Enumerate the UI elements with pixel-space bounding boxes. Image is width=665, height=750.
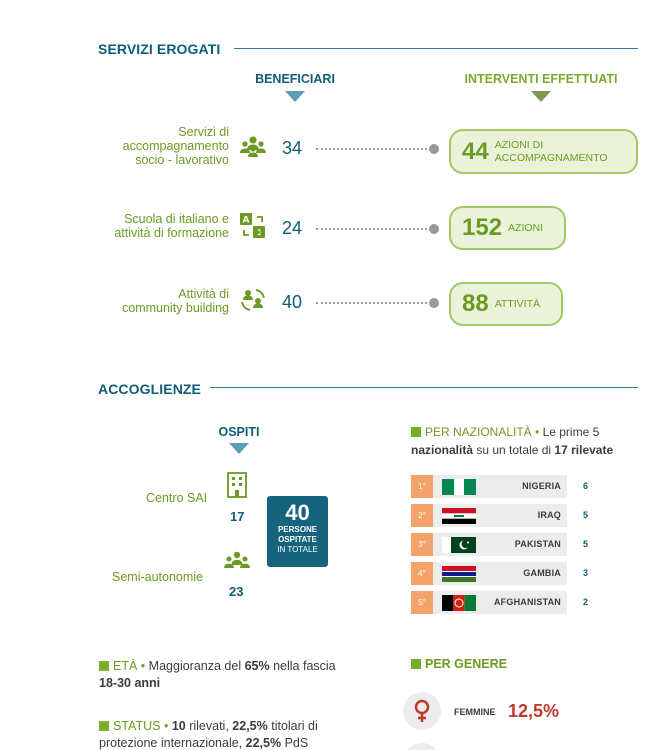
country-name: IRAQ xyxy=(537,510,561,520)
nationality-row xyxy=(411,533,567,556)
building-icon xyxy=(226,472,248,498)
rank-badge: 5° xyxy=(411,591,433,614)
triangle-down-icon xyxy=(531,91,551,102)
country-count: 6 xyxy=(583,481,589,491)
interventi-pill xyxy=(449,206,566,250)
service-label: Attività di community building xyxy=(122,287,229,315)
total-guests-text: PERSONE xyxy=(277,525,318,534)
nigeria-flag-icon xyxy=(442,479,476,495)
interventi-value: 88 xyxy=(462,290,489,317)
country-name: PAKISTAN xyxy=(514,539,561,549)
interventi-text: AZIONI DI ACCOMPAGNAMENTO xyxy=(494,138,608,164)
bullet-square-icon xyxy=(411,427,421,437)
centro-sai-value: 17 xyxy=(230,509,245,524)
triangle-down-icon xyxy=(285,91,305,102)
rank-badge: 1° xyxy=(411,475,433,498)
beneficiari-value: 40 xyxy=(282,292,303,312)
interventi-value: 44 xyxy=(462,137,489,165)
beneficiari-value: 24 xyxy=(282,218,303,238)
interventi-text: AZIONI xyxy=(508,221,544,234)
community-exchange-icon xyxy=(240,287,266,313)
country-count: 5 xyxy=(583,539,589,549)
people-group-icon xyxy=(240,133,266,159)
col-head-interventi: INTERVENTI EFFETTUATI xyxy=(464,72,618,86)
country-count: 5 xyxy=(583,510,589,520)
bullet-square-icon xyxy=(99,721,109,731)
nationality-row xyxy=(411,591,567,614)
section-title-servizi: SERVIZI EROGATI xyxy=(98,41,221,57)
interventi-value: 152 xyxy=(462,214,503,241)
gender-heading: PER GENERE xyxy=(411,657,507,671)
semi-autonomie-label: Semi-autonomie xyxy=(112,570,204,584)
female-icon xyxy=(403,692,441,730)
col-head-beneficiari: BENEFICIARI xyxy=(255,72,335,86)
svg-text:A: A xyxy=(242,215,250,226)
nationality-row xyxy=(411,475,567,498)
people-group-icon xyxy=(224,550,250,574)
interventi-text: ATTIVITÀ xyxy=(494,297,541,310)
total-guests-box xyxy=(267,496,328,567)
dotted-connector xyxy=(316,148,431,150)
section-divider xyxy=(210,387,638,388)
svg-text:ℷ: ℷ xyxy=(257,228,261,237)
age-info: ETÀ • Maggioranza del 65% nella fascia 18-30 anni xyxy=(99,659,336,690)
country-name: GAMBIA xyxy=(523,568,561,578)
total-guests-value: 40 xyxy=(285,500,310,525)
bullet-square-icon xyxy=(99,661,109,671)
interventi-pill xyxy=(449,282,563,326)
status-info: STATUS • 10 rilevati, 22,5% titolari di protezione internazionale, 22,5% PdS xyxy=(99,719,318,750)
total-guests-text: OSPITATE xyxy=(278,535,317,544)
rank-badge: 3° xyxy=(411,533,433,556)
triangle-down-icon xyxy=(229,443,249,454)
afghanistan-flag-icon xyxy=(442,595,476,611)
connector-dot xyxy=(429,298,439,308)
translate-icon xyxy=(240,213,266,239)
connector-dot xyxy=(429,224,439,234)
nationality-heading: PER NAZIONALITÀ • Le prime 5 nazionalità su un totale di 17 rilevate xyxy=(411,425,614,457)
gambia-flag-icon xyxy=(442,566,476,582)
beneficiari-value: 34 xyxy=(282,138,303,158)
rank-badge: 2° xyxy=(411,504,433,527)
service-label: Scuola di italiano e attività di formazione xyxy=(114,212,229,240)
male-icon xyxy=(403,743,441,750)
service-label: Servizi di accompagnamento socio - lavorativo xyxy=(122,125,229,167)
semi-autonomie-value: 23 xyxy=(229,584,244,599)
dotted-connector xyxy=(316,228,431,230)
femmine-label: FEMMINE xyxy=(454,707,496,717)
connector-dot xyxy=(429,144,439,154)
country-name: NIGERIA xyxy=(522,481,561,491)
pakistan-flag-icon xyxy=(442,537,476,553)
dotted-connector xyxy=(316,302,431,304)
centro-sai-label: Centro SAI xyxy=(146,491,208,505)
country-count: 2 xyxy=(583,597,589,607)
col-head-ospiti: OSPITI xyxy=(218,425,260,439)
country-name: AFGHANISTAN xyxy=(493,597,561,607)
rank-badge: 4° xyxy=(411,562,433,585)
iraq-flag-icon xyxy=(442,508,476,524)
country-count: 3 xyxy=(583,568,589,578)
section-divider xyxy=(234,48,638,49)
nationality-row xyxy=(411,562,567,585)
interventi-pill xyxy=(449,129,638,174)
nationality-row xyxy=(411,504,567,527)
femmine-value: 12,5% xyxy=(508,701,560,721)
bullet-square-icon xyxy=(411,659,421,669)
section-title-accoglienze: ACCOGLIENZE xyxy=(98,381,201,397)
total-guests-text: IN TOTALE xyxy=(277,545,318,554)
